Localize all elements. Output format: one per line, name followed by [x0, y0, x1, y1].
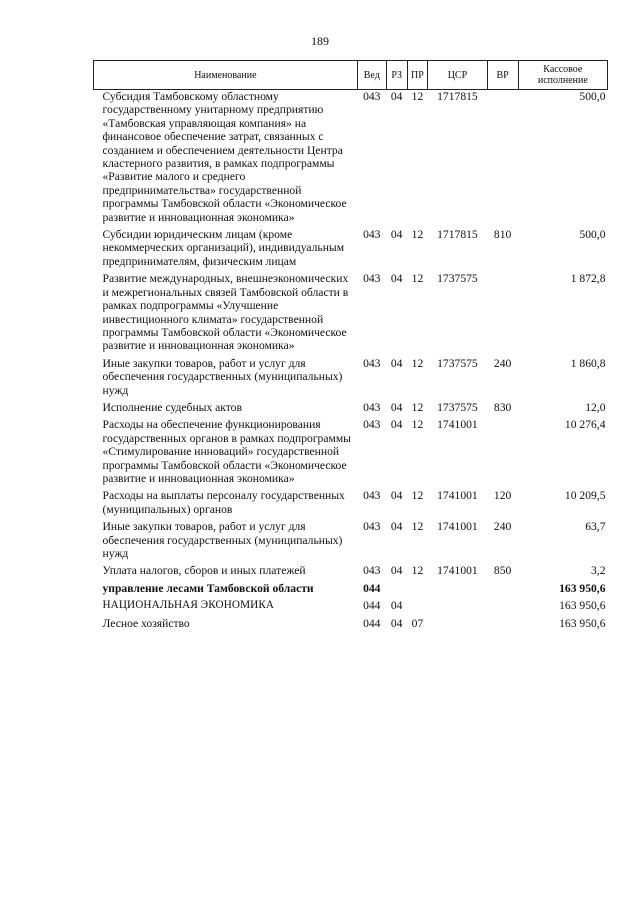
cell-pr: 12 — [411, 272, 424, 286]
cell-csr — [428, 599, 487, 616]
cell-pr: 07 — [411, 616, 424, 630]
cell-name: Иные закупки товаров, работ и услуг для обеспечения государственных (муниципальных) нужд — [102, 520, 343, 560]
cell-amount: 163 950,6 — [559, 616, 606, 630]
cell-rz: 04 — [390, 616, 403, 630]
cell-name: Лесное хозяйство — [102, 616, 190, 630]
cell-amount: 1 860,8 — [570, 356, 606, 370]
cell-vr: 240 — [493, 356, 512, 370]
cell-name: Расходы на выплаты персоналу государственных (муниципальных) органов — [102, 489, 345, 516]
cell-rz — [386, 582, 407, 599]
cell-pr — [407, 582, 428, 599]
cell-rz: 04 — [390, 599, 403, 613]
cell-ved: 043 — [363, 520, 381, 534]
cell-amount: 1 872,8 — [570, 272, 606, 286]
cell-vr: 830 — [493, 400, 512, 414]
cell-rz: 04 — [390, 400, 403, 414]
cell-vr — [487, 272, 518, 356]
table-row — [94, 489, 608, 520]
cell-vr — [487, 418, 518, 489]
cell-ved: 044 — [363, 616, 381, 630]
cell-rz: 04 — [390, 520, 403, 534]
cell-rz: 04 — [390, 564, 403, 578]
cell-name: Субсидии юридическим лицам (кроме некоммерческих организаций), индивидуальным предпринимателям, физическим лицам — [102, 228, 345, 268]
cell-amount: 163 950,6 — [559, 599, 606, 613]
cell-vr: 120 — [493, 489, 512, 503]
table-row — [94, 228, 608, 272]
table-body — [94, 90, 608, 635]
cell-name: Развитие международных, внешнеэкономических и межрегиональных связей Тамбовской области в рамках подпрограммы «Улучшение инвестиционного климата» государственной программы Тамбовской области «Экономическое развитие и инновационная экономика» — [102, 272, 349, 353]
cell-ved: 043 — [363, 272, 381, 286]
table-row — [94, 599, 608, 616]
cell-amount: 3,2 — [591, 564, 606, 578]
cell-pr: 12 — [411, 90, 424, 103]
header-rz: РЗ — [386, 61, 407, 90]
header-name: Наименование — [94, 61, 358, 90]
table-row — [94, 582, 608, 599]
cell-ved: 044 — [363, 581, 381, 595]
cell-csr: 1737575 — [437, 356, 478, 370]
cell-pr: 12 — [411, 418, 424, 432]
cell-rz: 04 — [390, 356, 403, 370]
cell-name: Расходы на обеспечение функционирования государственных органов в рамках подпрограммы «Стимулирование инноваций» государственной программы Тамбовской области «Экономическое развитие и инновационная экономика» — [102, 418, 351, 485]
table-row — [94, 90, 608, 229]
header-amount: Кассовое исполнение — [518, 61, 607, 90]
cell-rz: 04 — [390, 418, 403, 432]
cell-name: управление лесами Тамбовской области — [102, 581, 314, 595]
cell-csr: 1741001 — [437, 418, 478, 432]
cell-pr: 12 — [411, 564, 424, 578]
cell-ved: 043 — [363, 489, 381, 503]
cell-pr: 12 — [411, 356, 424, 370]
cell-csr: 1741001 — [437, 564, 478, 578]
cell-name: Уплата налогов, сборов и иных платежей — [102, 564, 306, 578]
table-header-row — [94, 61, 608, 90]
cell-pr — [407, 599, 428, 616]
cell-csr: 1737575 — [437, 272, 478, 286]
cell-amount: 63,7 — [585, 520, 606, 534]
cell-csr: 1741001 — [437, 489, 478, 503]
cell-amount: 500,0 — [579, 228, 606, 242]
cell-vr — [487, 617, 518, 634]
header-ved: Вед — [357, 61, 386, 90]
cell-csr — [428, 617, 487, 634]
cell-vr — [487, 90, 518, 229]
cell-ved: 043 — [363, 228, 381, 242]
cell-vr: 850 — [493, 564, 512, 578]
cell-pr: 12 — [411, 520, 424, 534]
cell-vr: 810 — [493, 228, 512, 242]
cell-csr: 1741001 — [437, 520, 478, 534]
table-row — [94, 272, 608, 356]
cell-vr: 240 — [493, 520, 512, 534]
cell-amount: 10 276,4 — [564, 418, 606, 432]
cell-csr: 1717815 — [437, 228, 478, 242]
page-number: 189 — [311, 34, 329, 48]
table-row — [94, 357, 608, 401]
cell-ved: 043 — [363, 564, 381, 578]
table-row — [94, 564, 608, 581]
cell-ved: 043 — [363, 356, 381, 370]
cell-name: Иные закупки товаров, работ и услуг для обеспечения государственных (муниципальных) нужд — [102, 356, 343, 397]
cell-amount: 10 209,5 — [564, 489, 606, 503]
cell-ved: 043 — [363, 418, 381, 432]
cell-amount: 12,0 — [585, 400, 606, 414]
cell-csr — [428, 582, 487, 599]
cell-pr: 12 — [411, 400, 424, 414]
header-vr: ВР — [487, 61, 518, 90]
header-csr: ЦСР — [428, 61, 487, 90]
cell-rz: 04 — [390, 272, 403, 286]
table-row — [94, 418, 608, 489]
cell-amount: 500,0 — [579, 90, 606, 103]
cell-ved: 044 — [363, 599, 381, 613]
cell-name: НАЦИОНАЛЬНАЯ ЭКОНОМИКА — [102, 599, 275, 612]
cell-ved: 043 — [363, 400, 381, 414]
cell-vr — [487, 599, 518, 616]
cell-rz: 04 — [390, 90, 403, 103]
budget-table — [93, 60, 608, 634]
cell-ved: 043 — [363, 90, 381, 103]
cell-csr: 1737575 — [437, 400, 478, 414]
cell-name: Исполнение судебных актов — [102, 400, 242, 414]
cell-vr — [487, 582, 518, 599]
cell-pr: 12 — [411, 489, 424, 503]
header-pr: ПР — [407, 61, 428, 90]
table-row — [94, 617, 608, 634]
cell-pr: 12 — [411, 228, 424, 242]
cell-amount: 163 950,6 — [559, 581, 606, 595]
table-row — [94, 401, 608, 418]
cell-rz: 04 — [390, 489, 403, 503]
cell-rz: 04 — [390, 228, 403, 242]
cell-name: Субсидия Тамбовскому областному государственному унитарному предприятию «Тамбовская управляющая компания» на финансовое обеспечение затрат, связанных с созданием и обеспечением деятельности Центра кластерного развития, в рамках подпрограммы «Развитие малого и среднего предпринимательства» государственной программы Тамбовской области «Экономическое развитие и инновационная экономика» — [102, 90, 347, 224]
cell-csr: 1717815 — [437, 90, 478, 103]
table-row — [94, 520, 608, 564]
